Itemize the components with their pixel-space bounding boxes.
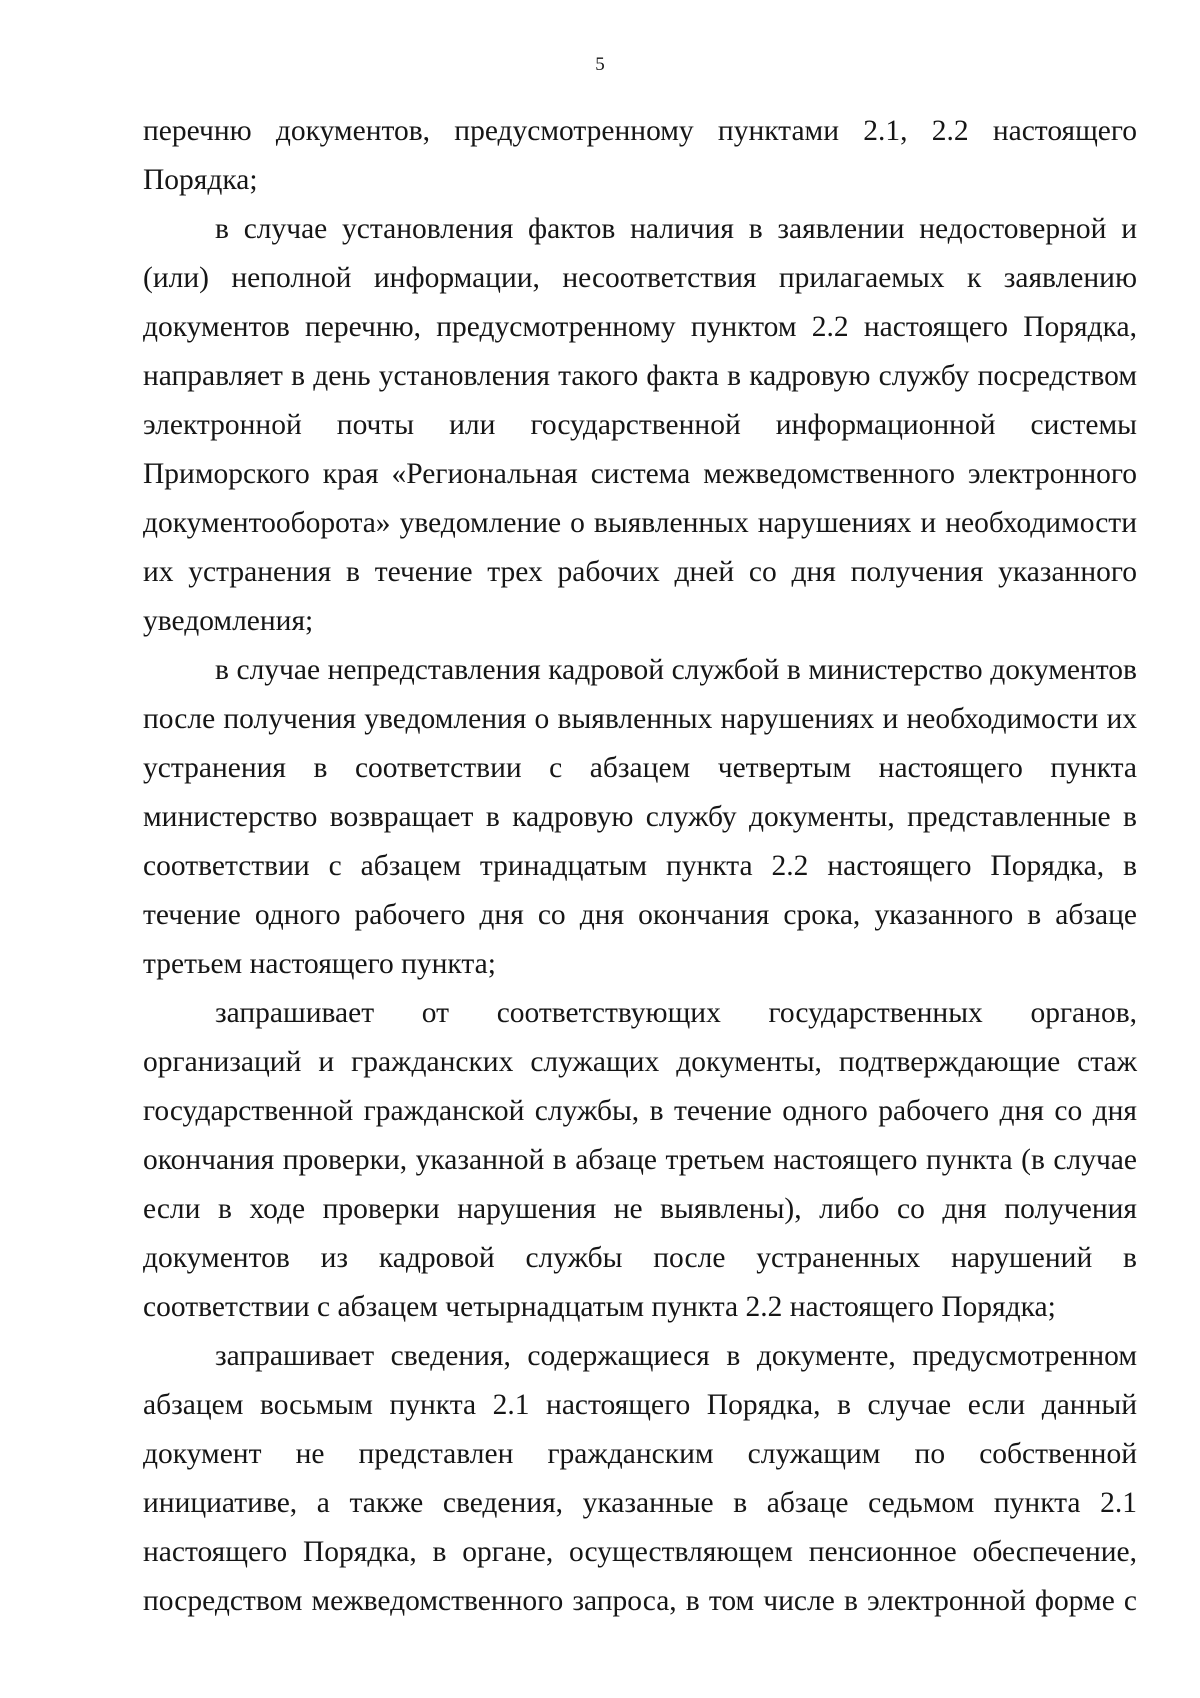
paragraph-3: в случае непредставления кадровой службой в министерство документов после получения уведомления о выявленных нарушениях и необходимости их устранения в соответствии с абзацем четвертым настоящего пункта министерство возвращает в кадровую службу документы, представленные в соответствии с абзацем тринадцатым пункта 2.2 настоящего Порядка, в течение одного рабочего дня со дня окончания срока, указанного в абзаце третьем настоящего пункта; xyxy=(143,654,1137,980)
paragraph-4: запрашивает от соответствующих государственных органов, организаций и гражданских служащих документы, подтверждающие стаж государственной гражданской службы, в течение одного рабочего дня со дня окончания проверки, указанной в абзаце третьем настоящего пункта (в случае если в ходе проверки нарушения не выявлены), либо со дня получения документов из кадровой службы после устраненных нарушений в соответствии с абзацем четырнадцатым пункта 2.2 настоящего Порядка; xyxy=(143,997,1137,1323)
document-body xyxy=(143,107,1137,1626)
paragraph-1: перечню документов, предусмотренному пунктами 2.1, 2.2 настоящего Порядка; xyxy=(143,115,1137,196)
paragraph-5: запрашивает сведения, содержащиеся в документе, предусмотренном абзацем восьмым пункта 2.1 настоящего Порядка, в случае если данный документ не представлен гражданским служащим по собственной инициативе, а также сведения, указанные в абзаце седьмом пункта 2.1 настоящего Порядка, в органе, осуществляющем пенсионное обеспечение, посредством межведомственного запроса, в том числе в электронной форме с xyxy=(143,1340,1137,1617)
page-number: 5 xyxy=(595,54,605,75)
paragraph-2: в случае установления фактов наличия в заявлении недостоверной и (или) неполной информации, несоответствия прилагаемых к заявлению документов перечню, предусмотренному пунктом 2.2 настоящего Порядка, направляет в день установления такого факта в кадровую службу посредством электронной почты или государственной информационной системы Приморского края «Региональная система межведомственного электронного документооборота» уведомление о выявленных нарушениях и необходимости их устранения в течение трех рабочих дней со дня получения указанного уведомления; xyxy=(143,213,1137,637)
